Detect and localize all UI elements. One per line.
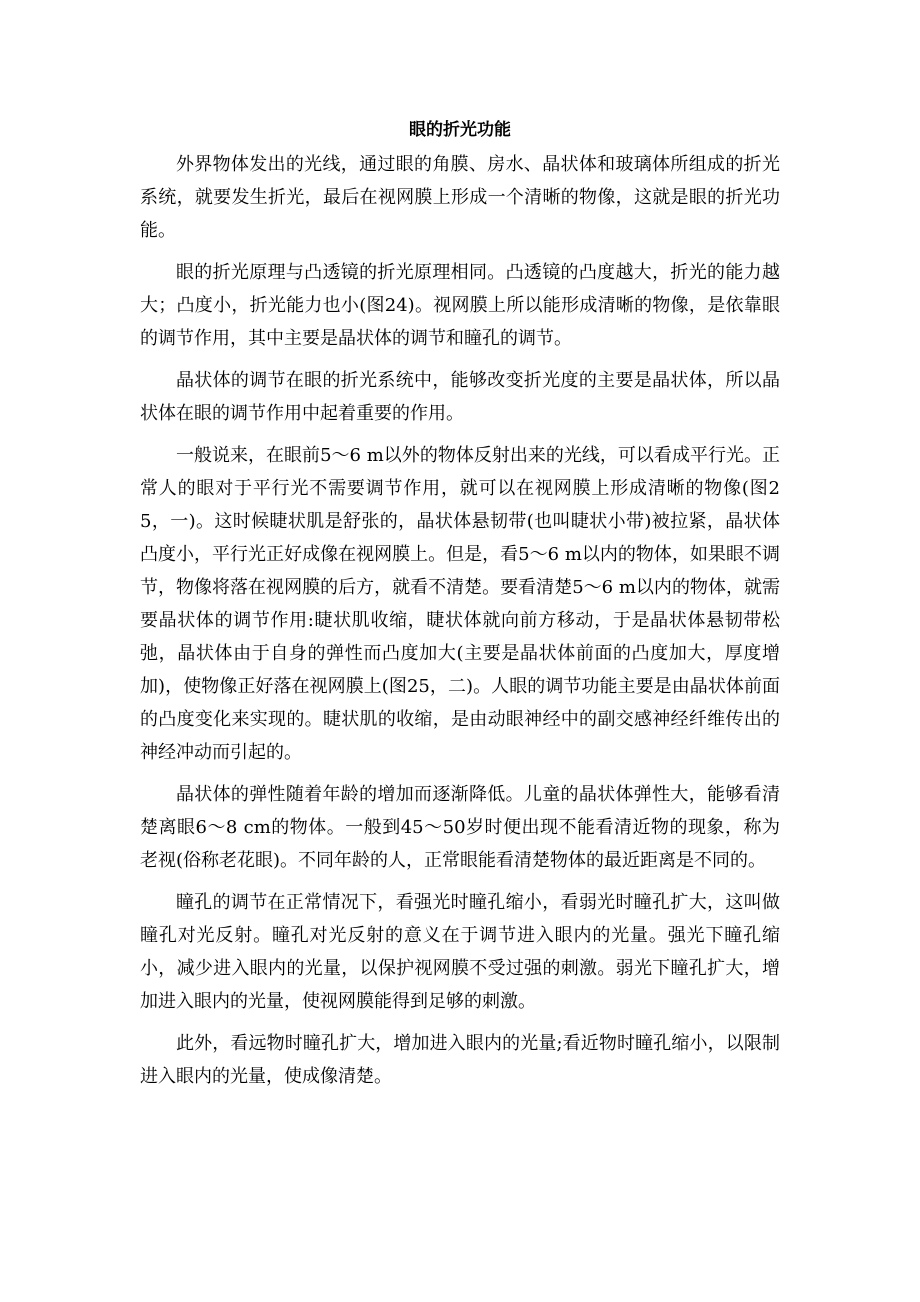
paragraph-intro: 外界物体发出的光线，通过眼的角膜、房水、晶状体和玻璃体所组成的折光系统，就要发生折光，最后在视网膜上形成一个清晰的物像，这就是眼的折光功能。 (140, 154, 780, 241)
paragraph-far-near-vision: 此外，看远物时瞳孔扩大，增加进入眼内的光量;看近物时瞳孔缩小，以限制进入眼内的光量，使成像清楚。 (140, 1033, 780, 1087)
document-body (140, 148, 780, 1102)
paragraph-refraction-principle: 眼的折光原理与凸透镜的折光原理相同。凸透镜的凸度越大，折光的能力越大；凸度小，折光能力也小(图24)。视网膜上所以能形成清晰的物像，是依靠眼的调节作用，其中主要是晶状体的调节和瞳孔的调节。 (140, 262, 780, 349)
paragraph-parallel-light: 一般说来，在眼前5～6 m以外的物体反射出来的光线，可以看成平行光。正常人的眼对于平行光不需要调节作用，就可以在视网膜上形成清晰的物像(图25，一)。这时候睫状肌是舒张的，晶状体悬韧带(也叫睫状小带)被拉紧，晶状体凸度小，平行光正好成像在视网膜上。但是，看5～6 m以内的物体，如果眼不调节，物像将落在视网膜的后方，就看不清楚。要看清楚5～6 m以内的物体，就需要晶状体的调节作用:睫状肌收缩，睫状体就向前方移动，于是晶状体悬韧带松弛，晶状体由于自身的弹性而凸度加大(主要是晶状体前面的凸度加大，厚度增加)，使物像正好落在视网膜上(图25，二)。人眼的调节功能主要是由晶状体前面的凸度变化来实现的。睫状肌的收缩，是由动眼神经中的副交感神经纤维传出的神经冲动而引起的。 (140, 445, 780, 763)
paragraph-lens-elasticity: 晶状体的弹性随着年龄的增加而逐渐降低。儿童的晶状体弹性大，能够看清楚离眼6～8 cm的物体。一般到45～50岁时便出现不能看清近物的现象，称为老视(俗称老花眼)。不同年龄的人，正常眼能看清楚物体的最近距离是不同的。 (140, 784, 780, 871)
paragraph-pupil-adjustment: 瞳孔的调节在正常情况下，看强光时瞳孔缩小，看弱光时瞳孔扩大，这叫做瞳孔对光反射。瞳孔对光反射的意义在于调节进入眼内的光量。强光下瞳孔缩小，减少进入眼内的光量，以保护视网膜不受过强的刺激。弱光下瞳孔扩大，增加进入眼内的光量，使视网膜能得到足够的刺激。 (140, 892, 780, 1012)
document-title: 眼的折光功能 (409, 120, 511, 140)
paragraph-lens-adjustment: 晶状体的调节在眼的折光系统中，能够改变折光度的主要是晶状体，所以晶状体在眼的调节作用中起着重要的作用。 (140, 370, 780, 424)
